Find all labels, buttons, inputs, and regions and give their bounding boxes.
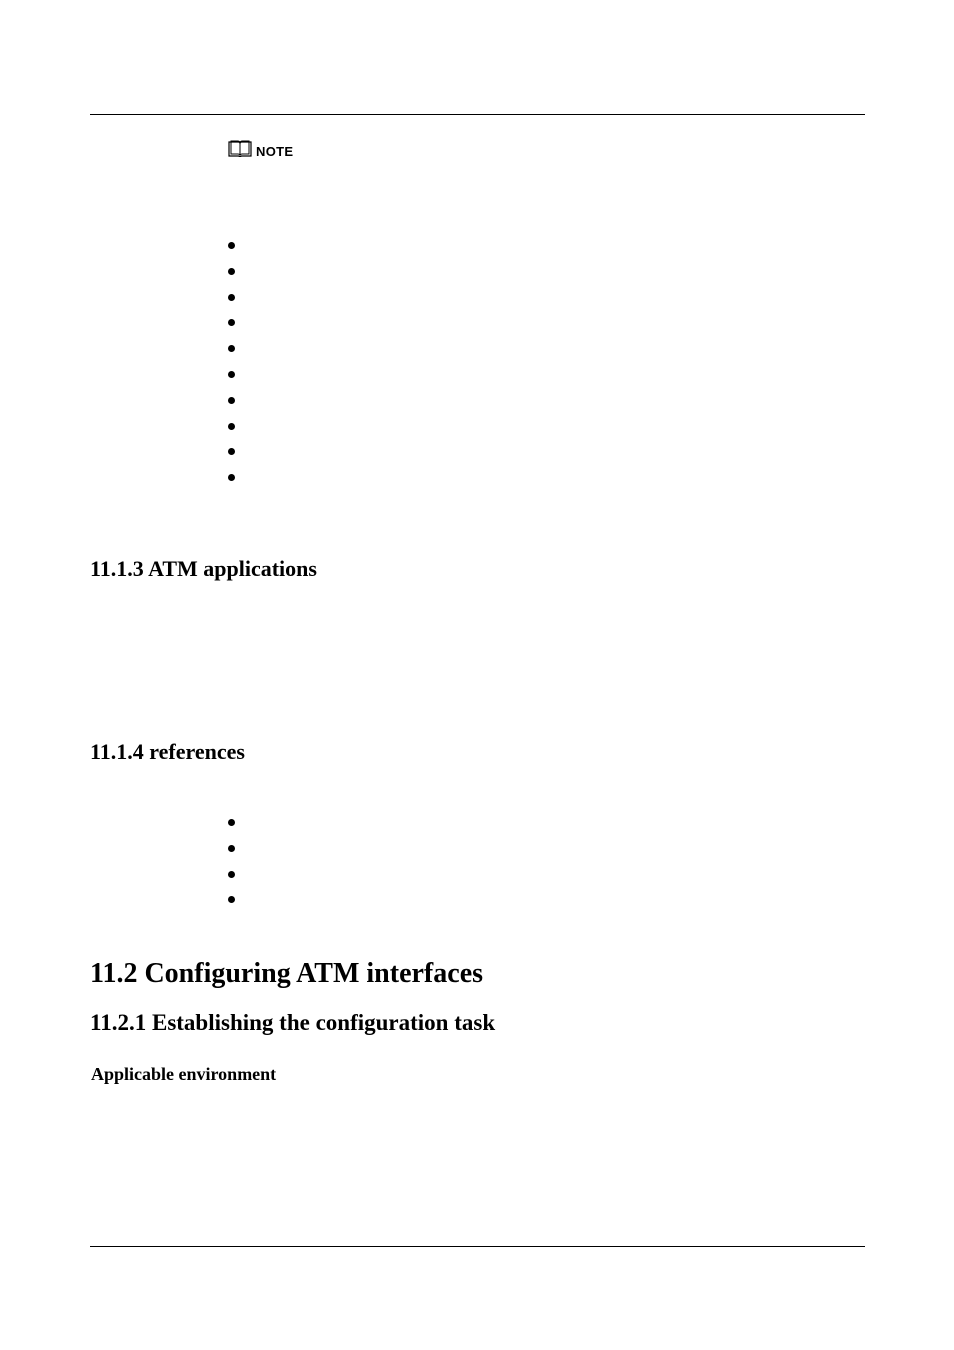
section-heading-atm-applications: 11.1.3 ATM applications <box>90 556 317 581</box>
section-heading-references: 11.1.4 references <box>90 739 245 764</box>
bullet-dot <box>228 294 235 301</box>
note-callout <box>228 138 293 158</box>
bullet-dot <box>228 474 235 481</box>
bullet-dot <box>228 896 235 903</box>
subsection-heading-applicable-environment: Applicable environment <box>91 1064 277 1084</box>
bullet-dot <box>228 845 235 852</box>
header-rule <box>90 114 865 115</box>
bullet-dot <box>228 242 235 249</box>
bullet-dot <box>228 319 235 326</box>
book-icon <box>228 140 252 158</box>
bullet-dot <box>228 371 235 378</box>
bullet-dot <box>228 819 235 826</box>
bullet-dot <box>228 268 235 275</box>
section-heading-establishing: 11.2.1 Establishing the configuration task <box>90 1010 496 1035</box>
chapter-heading-configuring: 11.2 Configuring ATM interfaces <box>90 958 484 989</box>
note-label: NOTE <box>256 144 294 159</box>
bullet-dot <box>228 397 235 404</box>
footer-rule <box>90 1246 865 1247</box>
bullet-dot <box>228 871 235 878</box>
bullet-dot <box>228 423 235 430</box>
bullet-dot <box>228 345 235 352</box>
bullet-dot <box>228 448 235 455</box>
